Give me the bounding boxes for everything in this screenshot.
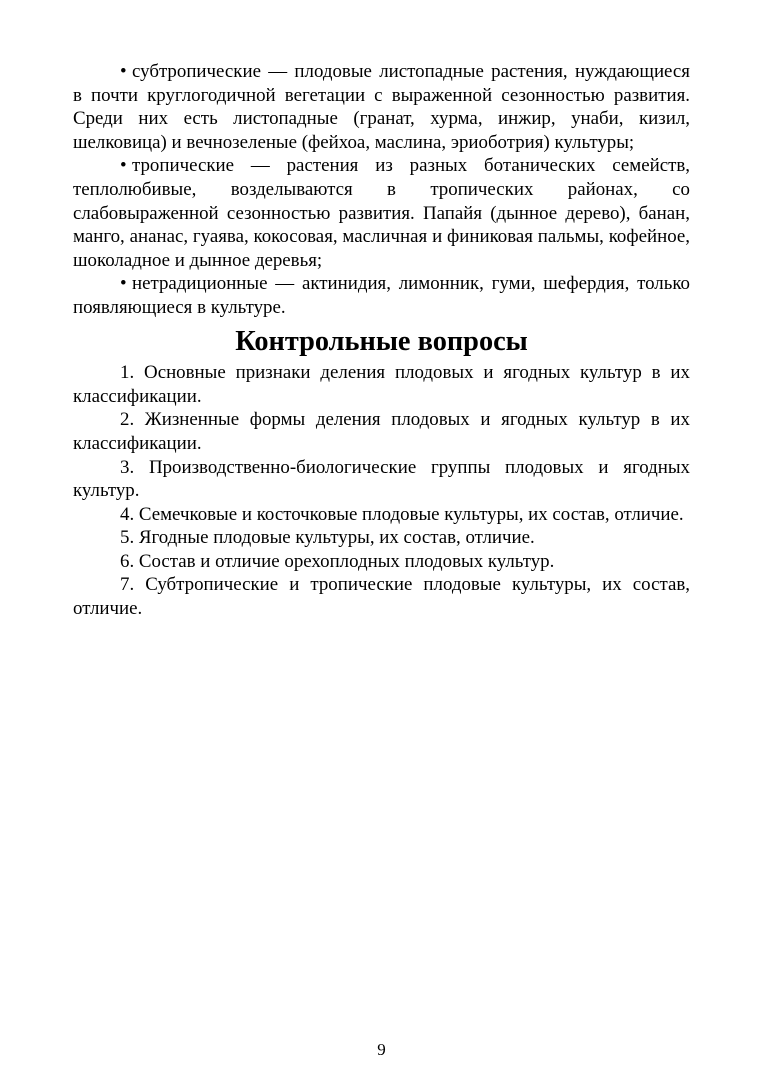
question-item: 7. Субтропические и тропические плодовые культуры, их состав, отличие. [73, 574, 690, 620]
category-nontraditional [73, 272, 690, 319]
category-description: — плодовые листопадные растения, нуждающиеся в почти круглогодичной вегетации с выраженной сезонностью развития. Среди них есть листопадные (гранат, хурма, инжир, унаби, кизил, шелковица) и вечнозеленые (фейхоа, маслина, эриоботрия) культуры; [73, 61, 690, 153]
category-term: субтропические [132, 61, 261, 82]
question-item: 2. Жизненные формы деления плодовых и ягодных культур в их классификации. [73, 409, 690, 454]
question-item: 6. Состав и отличие орехоплодных плодовых культур. [120, 550, 555, 572]
page-body [73, 60, 690, 621]
category-term: тропические [132, 155, 235, 177]
category-description: — актинидия, лимонник, гуми, шефердия, только появляющиеся в культуре. [73, 273, 690, 318]
question-item: 1. Основные признаки деления плодовых и ягодных культур в их классификации. [73, 362, 690, 407]
category-subtropical [73, 60, 690, 154]
bullet-icon: • [120, 273, 127, 295]
bullet-icon: • [120, 155, 127, 177]
category-tropical [73, 154, 690, 272]
category-term: нетрадиционные [132, 273, 268, 295]
bullet-icon: • [120, 61, 127, 82]
category-description: — растения из разных ботанических семейств, теплолюбивые, возделываются в тропических районах, со слабовыраженной сезонностью развития. Папайя (дынное дерево), банан, манго, ананас, гуаява, кокосовая, масличная и финиковая пальмы, кофейное, шоколадное и дынное деревья; [73, 155, 690, 271]
page-number: 9 [377, 1040, 386, 1059]
question-item: 5. Ягодные плодовые культуры, их состав, отличие. [120, 527, 535, 549]
section-heading: Контрольные вопросы [235, 325, 528, 357]
question-item: 3. Производственно-биологические группы плодовых и ягодных культур. [73, 456, 690, 502]
question-item: 4. Семечковые и косточковые плодовые культуры, их состав, отличие. [120, 503, 684, 525]
